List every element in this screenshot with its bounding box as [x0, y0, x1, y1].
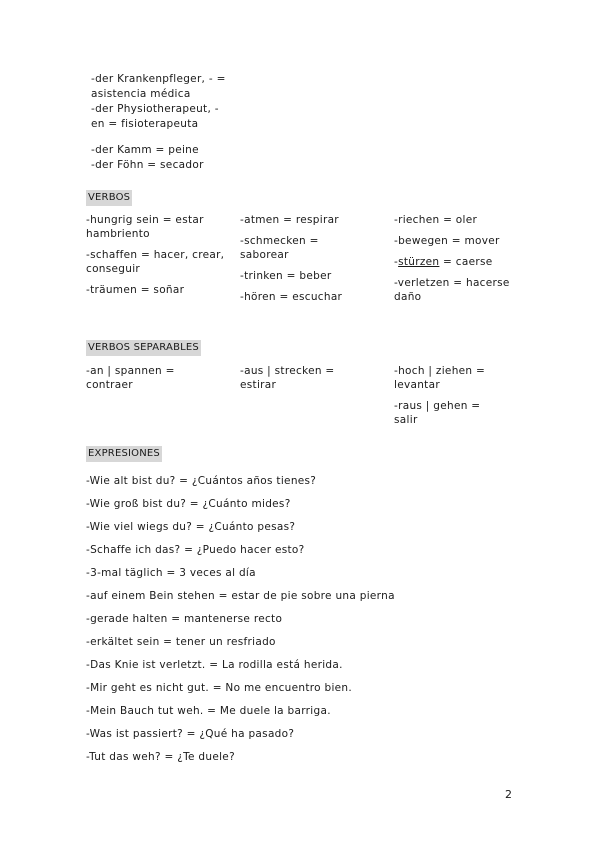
- section-heading-separables: VERBOS SEPARABLES: [86, 340, 201, 356]
- section-heading-verbos: VERBOS: [86, 190, 132, 206]
- separables-column-2: [240, 364, 350, 399]
- verb-entry: -träumen = soñar: [86, 284, 185, 296]
- expression-item: -Schaffe ich das? = ¿Puedo hacer esto?: [86, 544, 305, 556]
- expression-item: -3-mal täglich = 3 veces al día: [86, 567, 256, 579]
- verbos-column-3: [394, 213, 524, 311]
- verb-entry: -trinken = beber: [240, 270, 332, 282]
- verb-entry: -schaffen = hacer, crear, conseguir: [86, 249, 225, 275]
- page-number: 2: [505, 788, 512, 801]
- expression-item: -erkältet sein = tener un resfriado: [86, 636, 276, 648]
- vocab-line: -der Föhn = secador: [91, 159, 204, 171]
- verbos-column-2: [240, 213, 370, 311]
- separables-column-3: [394, 364, 504, 434]
- verbos-column-1: [86, 213, 226, 304]
- intro-vocabulary: [91, 72, 226, 173]
- vocab-line: -der Physiotherapeut, -: [91, 103, 219, 115]
- section-heading-expresiones: EXPRESIONES: [86, 446, 162, 462]
- underlined-word: stürzen: [398, 256, 440, 268]
- expression-item: -Was ist passiert? = ¿Qué ha pasado?: [86, 728, 295, 740]
- verb-entry: -atmen = respirar: [240, 214, 339, 226]
- verb-entry: -raus | gehen = salir: [394, 400, 481, 426]
- verb-entry: -hungrig sein = estar hambriento: [86, 214, 204, 240]
- expression-item: -gerade halten = mantenerse recto: [86, 613, 283, 625]
- verb-entry-underlined: -stürzen = caerse: [394, 256, 493, 268]
- verb-entry: -bewegen = mover: [394, 235, 500, 247]
- verb-entry: -an | spannen = contraer: [86, 365, 175, 391]
- verb-entry: -hören = escuchar: [240, 291, 343, 303]
- verb-entry: -schmecken = saborear: [240, 235, 319, 261]
- vocab-line: asistencia médica: [91, 88, 191, 100]
- separables-column-1: [86, 364, 216, 399]
- expression-item: -Mir geht es nicht gut. = No me encuentro bien.: [86, 682, 353, 694]
- expression-item: -Wie viel wiegs du? = ¿Cuánto pesas?: [86, 521, 296, 533]
- expresiones-list: [86, 474, 395, 773]
- expression-item: -auf einem Bein stehen = estar de pie sobre una pierna: [86, 590, 395, 602]
- verb-entry: -riechen = oler: [394, 214, 478, 226]
- expression-item: -Wie alt bist du? = ¿Cuántos años tienes?: [86, 475, 317, 487]
- vocab-line: en = fisioterapeuta: [91, 118, 199, 130]
- verb-entry: -aus | strecken = estirar: [240, 365, 335, 391]
- vocab-line: -der Krankenpfleger, - =: [91, 73, 226, 85]
- expression-item: -Mein Bauch tut weh. = Me duele la barriga.: [86, 705, 331, 717]
- expression-item: -Tut das weh? = ¿Te duele?: [86, 751, 235, 763]
- verb-entry: -hoch | ziehen = levantar: [394, 365, 486, 391]
- expression-item: -Wie groß bist du? = ¿Cuánto mides?: [86, 498, 291, 510]
- vocab-line: -der Kamm = peine: [91, 144, 199, 156]
- verb-entry: -verletzen = hacerse daño: [394, 277, 510, 303]
- expression-item: -Das Knie ist verletzt. = La rodilla está herida.: [86, 659, 343, 671]
